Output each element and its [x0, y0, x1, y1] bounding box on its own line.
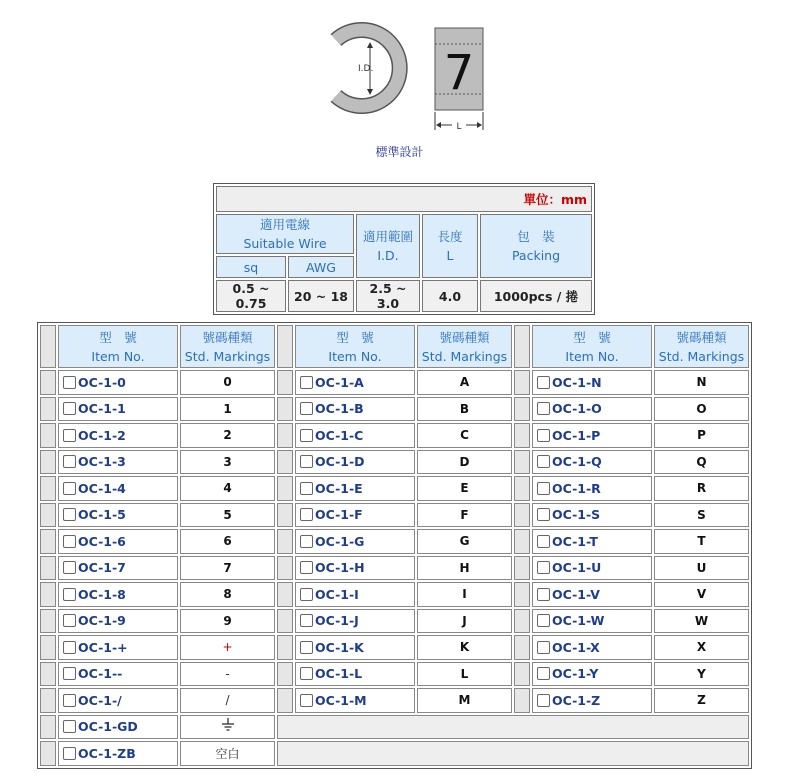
item-code: OC-1-J	[315, 613, 359, 629]
item-code-cell[interactable]	[58, 529, 178, 554]
item-code: OC-1-X	[552, 639, 600, 655]
item-no-header-cn: 型 號	[336, 329, 374, 345]
length-header	[422, 214, 478, 278]
item-checkbox[interactable]	[63, 482, 76, 495]
markings-header	[180, 325, 275, 368]
item-code-cell[interactable]	[295, 582, 415, 607]
row-gap-cell	[277, 503, 293, 528]
item-checkbox[interactable]	[537, 694, 550, 707]
item-code: OC-1-Q	[552, 454, 602, 470]
item-no-header	[532, 325, 652, 368]
row-gap-cell	[514, 582, 530, 607]
item-code-cell[interactable]	[532, 662, 652, 687]
item-code: OC-1-M	[315, 692, 367, 708]
item-row	[40, 635, 749, 660]
item-no-header-cn: 型 號	[573, 329, 611, 345]
awg-header: AWG	[288, 256, 354, 278]
items-body	[40, 325, 749, 766]
item-marking: 空白	[180, 741, 275, 766]
length-value: 4.0	[422, 280, 478, 312]
item-row	[40, 397, 749, 422]
diagram-caption: 標準設計	[375, 145, 424, 159]
marker-digit: 7	[443, 45, 475, 101]
item-no-header-cn: 型 號	[99, 329, 137, 345]
item-code: OC-1-W	[552, 613, 605, 629]
item-row	[40, 529, 749, 554]
item-code-cell[interactable]	[532, 635, 652, 660]
row-gap-cell	[514, 635, 530, 660]
row-gap-cell	[514, 370, 530, 395]
item-marking: 5	[180, 503, 275, 528]
item-code: OC-1-V	[552, 586, 600, 602]
item-code: OC-1-U	[552, 560, 602, 576]
item-code: OC-1-A	[315, 374, 364, 390]
row-gap-cell	[40, 529, 56, 554]
item-code: OC-1-R	[552, 480, 601, 496]
item-marking: P	[654, 423, 749, 448]
item-marking: H	[417, 556, 512, 581]
item-code-cell[interactable]	[532, 556, 652, 581]
item-checkbox[interactable]	[537, 482, 550, 495]
item-checkbox[interactable]	[300, 376, 313, 389]
item-marking: K	[417, 635, 512, 660]
item-marking: M	[417, 688, 512, 713]
item-code: OC-1-8	[78, 586, 126, 602]
item-code-cell[interactable]	[58, 476, 178, 501]
item-row	[40, 662, 749, 687]
item-code-cell[interactable]	[295, 450, 415, 475]
item-marking: 0	[180, 370, 275, 395]
item-code-cell[interactable]	[58, 662, 178, 687]
item-checkbox[interactable]	[63, 667, 76, 680]
row-gap-cell	[40, 450, 56, 475]
wire-header-cn: 適用電線	[259, 217, 310, 232]
item-code: OC-1-E	[315, 480, 363, 496]
item-marking: 6	[180, 529, 275, 554]
item-code: OC-1-G	[315, 533, 365, 549]
item-row	[40, 741, 749, 766]
markings-header-en: Std. Markings	[421, 348, 508, 364]
item-code-cell[interactable]	[532, 450, 652, 475]
item-code: OC-1-P	[552, 427, 601, 443]
item-code-cell[interactable]	[295, 688, 415, 713]
item-checkbox[interactable]	[63, 376, 76, 389]
item-checkbox[interactable]	[63, 508, 76, 521]
item-checkbox[interactable]	[537, 508, 550, 521]
item-code: OC-1-Z	[552, 692, 601, 708]
item-marking: Q	[654, 450, 749, 475]
row-gap-cell	[514, 397, 530, 422]
item-checkbox[interactable]	[63, 641, 76, 654]
item-checkbox[interactable]	[63, 747, 76, 760]
item-code: OC-1-T	[552, 533, 598, 549]
item-checkbox[interactable]	[300, 508, 313, 521]
markings-header-cn: 號碼種類	[202, 329, 253, 345]
row-gap-cell	[40, 476, 56, 501]
item-marking: S	[654, 503, 749, 528]
unit-label: 單位：mm	[216, 186, 592, 212]
row-gap-cell	[514, 609, 530, 634]
item-code-cell[interactable]	[532, 609, 652, 634]
item-marking: X	[654, 635, 749, 660]
item-code: OC-1-F	[315, 507, 363, 523]
item-code-cell[interactable]	[295, 503, 415, 528]
item-code-cell[interactable]	[532, 476, 652, 501]
row-gap-cell	[277, 609, 293, 634]
item-code: OC-1-C	[315, 427, 364, 443]
item-code-cell[interactable]	[58, 397, 178, 422]
item-checkbox[interactable]	[537, 588, 550, 601]
packing-header-en: Packing	[511, 248, 561, 263]
item-checkbox[interactable]	[300, 402, 313, 415]
item-code-cell[interactable]	[295, 609, 415, 634]
row-gap-cell	[40, 503, 56, 528]
item-code-cell[interactable]	[58, 582, 178, 607]
item-marking: 3	[180, 450, 275, 475]
markings-header-en: Std. Markings	[184, 348, 271, 364]
item-marking: 4	[180, 476, 275, 501]
item-row	[40, 715, 749, 740]
item-marking: D	[417, 450, 512, 475]
item-row	[40, 582, 749, 607]
item-checkbox[interactable]	[63, 455, 76, 468]
row-gap-cell	[277, 370, 293, 395]
row-gap-cell	[40, 423, 56, 448]
item-checkbox[interactable]	[63, 429, 76, 442]
row-gap-cell	[514, 662, 530, 687]
item-code-cell[interactable]	[532, 582, 652, 607]
item-checkbox[interactable]	[300, 641, 313, 654]
wire-header	[216, 214, 354, 254]
item-code-cell[interactable]	[532, 688, 652, 713]
item-code-cell[interactable]	[532, 423, 652, 448]
row-gap-cell	[277, 662, 293, 687]
item-no-header	[58, 325, 178, 368]
row-gap-cell	[514, 529, 530, 554]
item-checkbox[interactable]	[537, 641, 550, 654]
item-code: OC-1-ZB	[78, 745, 136, 761]
spec-table	[213, 183, 595, 315]
item-marking: L	[417, 662, 512, 687]
wire-header-en: Suitable Wire	[243, 236, 327, 251]
header-gap-cell	[277, 325, 293, 368]
items-table	[37, 322, 752, 769]
item-marking: 2	[180, 423, 275, 448]
item-code: OC-1-0	[78, 374, 126, 390]
row-gap-cell	[40, 582, 56, 607]
items-header-row	[40, 325, 749, 368]
markings-header-cn: 號碼種類	[439, 329, 490, 345]
item-code: OC-1-6	[78, 533, 126, 549]
item-checkbox[interactable]	[537, 614, 550, 627]
row-gap-cell	[514, 688, 530, 713]
item-checkbox[interactable]	[537, 455, 550, 468]
item-row	[40, 370, 749, 395]
item-code-cell[interactable]	[532, 529, 652, 554]
item-checkbox[interactable]	[300, 429, 313, 442]
item-row	[40, 503, 749, 528]
packing-header-cn: 包 裝	[517, 229, 555, 244]
row-gap-cell	[277, 688, 293, 713]
item-code-cell[interactable]	[295, 397, 415, 422]
item-code-cell[interactable]	[58, 370, 178, 395]
item-checkbox[interactable]	[300, 588, 313, 601]
item-checkbox[interactable]	[300, 694, 313, 707]
item-checkbox[interactable]	[537, 561, 550, 574]
awg-value: 20 ~ 18	[288, 280, 354, 312]
item-marking: G	[417, 529, 512, 554]
row-gap-cell	[277, 476, 293, 501]
item-row	[40, 688, 749, 713]
item-code-cell[interactable]	[532, 370, 652, 395]
ground-marking	[180, 715, 275, 740]
item-no-header	[295, 325, 415, 368]
row-gap-cell	[40, 715, 56, 740]
item-code: OC-1-N	[552, 374, 602, 390]
item-code-cell[interactable]	[58, 715, 178, 740]
item-code: OC-1-1	[78, 401, 126, 417]
empty-cell	[277, 741, 749, 766]
item-checkbox[interactable]	[537, 429, 550, 442]
item-code: OC-1-5	[78, 507, 126, 523]
item-marking: 8	[180, 582, 275, 607]
item-marking: +	[180, 635, 275, 660]
header-gap-cell	[514, 325, 530, 368]
markings-header	[417, 325, 512, 368]
item-checkbox[interactable]	[63, 561, 76, 574]
item-code: OC-1-2	[78, 427, 126, 443]
item-code-cell[interactable]	[532, 503, 652, 528]
item-marking: 1	[180, 397, 275, 422]
row-gap-cell	[514, 423, 530, 448]
markings-header-cn: 號碼種類	[676, 329, 727, 345]
item-marking: W	[654, 609, 749, 634]
range-header-cn: 適用範圍	[362, 229, 413, 244]
item-marking: C	[417, 423, 512, 448]
row-gap-cell	[514, 503, 530, 528]
item-code-cell[interactable]	[532, 397, 652, 422]
length-header-cn: 長度	[437, 229, 463, 244]
item-marking: V	[654, 582, 749, 607]
item-code-cell[interactable]	[295, 556, 415, 581]
range-header	[356, 214, 420, 278]
id-label: I.D.	[358, 64, 374, 74]
packing-value: 1000pcs / 捲	[480, 280, 592, 312]
row-gap-cell	[277, 423, 293, 448]
row-gap-cell	[277, 397, 293, 422]
item-code: OC-1-/	[78, 692, 122, 708]
item-marking: F	[417, 503, 512, 528]
markings-header-en: Std. Markings	[658, 348, 745, 364]
item-marking: /	[180, 688, 275, 713]
item-code-cell[interactable]	[58, 688, 178, 713]
ground-icon	[220, 717, 236, 733]
item-checkbox[interactable]	[300, 614, 313, 627]
item-checkbox[interactable]	[300, 535, 313, 548]
header-gap-cell	[40, 325, 56, 368]
item-code: OC-1--	[78, 666, 123, 682]
row-gap-cell	[514, 476, 530, 501]
row-gap-cell	[40, 635, 56, 660]
item-checkbox[interactable]	[537, 535, 550, 548]
item-code: OC-1-+	[78, 639, 128, 655]
row-gap-cell	[277, 450, 293, 475]
item-marking: J	[417, 609, 512, 634]
row-gap-cell	[40, 741, 56, 766]
item-code: OC-1-O	[552, 401, 602, 417]
item-checkbox[interactable]	[300, 482, 313, 495]
item-checkbox[interactable]	[63, 694, 76, 707]
item-code: OC-1-3	[78, 454, 126, 470]
item-checkbox[interactable]	[537, 376, 550, 389]
item-code-cell[interactable]	[58, 635, 178, 660]
item-code: OC-1-I	[315, 586, 359, 602]
item-checkbox[interactable]	[300, 561, 313, 574]
item-code-cell[interactable]	[295, 476, 415, 501]
item-code-cell[interactable]	[295, 423, 415, 448]
item-code: OC-1-9	[78, 613, 126, 629]
item-checkbox[interactable]	[63, 720, 76, 733]
item-marking: 9	[180, 609, 275, 634]
item-no-header-en: Item No.	[565, 348, 619, 364]
item-row	[40, 609, 749, 634]
length-label: L	[456, 122, 462, 132]
item-row	[40, 476, 749, 501]
item-marking: I	[417, 582, 512, 607]
item-checkbox[interactable]	[63, 402, 76, 415]
item-marking: -	[180, 662, 275, 687]
row-gap-cell	[277, 582, 293, 607]
item-code-cell[interactable]	[295, 662, 415, 687]
item-marking: N	[654, 370, 749, 395]
item-marking: B	[417, 397, 512, 422]
item-checkbox[interactable]	[63, 535, 76, 548]
row-gap-cell	[40, 662, 56, 687]
sq-value: 0.5 ~ 0.75	[216, 280, 286, 312]
row-gap-cell	[40, 609, 56, 634]
item-code: OC-1-7	[78, 560, 126, 576]
item-marking: T	[654, 529, 749, 554]
row-gap-cell	[277, 635, 293, 660]
item-code: OC-1-S	[552, 507, 601, 523]
row-gap-cell	[40, 688, 56, 713]
item-marking: U	[654, 556, 749, 581]
item-code: OC-1-B	[315, 401, 364, 417]
row-gap-cell	[40, 370, 56, 395]
markings-header	[654, 325, 749, 368]
item-marking: Z	[654, 688, 749, 713]
item-no-header-en: Item No.	[91, 348, 145, 364]
empty-cell	[277, 715, 749, 740]
packing-header	[480, 214, 592, 278]
item-code: OC-1-Y	[552, 666, 599, 682]
item-checkbox[interactable]	[537, 402, 550, 415]
item-code-cell[interactable]	[58, 450, 178, 475]
item-row	[40, 556, 749, 581]
item-marking: E	[417, 476, 512, 501]
item-code-cell[interactable]	[295, 370, 415, 395]
row-gap-cell	[40, 556, 56, 581]
item-code: OC-1-L	[315, 666, 363, 682]
row-gap-cell	[514, 450, 530, 475]
item-checkbox[interactable]	[300, 667, 313, 680]
item-code: OC-1-GD	[78, 719, 138, 735]
item-row	[40, 423, 749, 448]
item-code-cell[interactable]	[295, 529, 415, 554]
length-header-en: L	[446, 248, 454, 263]
row-gap-cell	[277, 556, 293, 581]
row-gap-cell	[514, 556, 530, 581]
row-gap-cell	[40, 397, 56, 422]
item-code: OC-1-K	[315, 639, 364, 655]
item-code: OC-1-D	[315, 454, 365, 470]
item-code: OC-1-H	[315, 560, 365, 576]
item-marking: O	[654, 397, 749, 422]
sq-header: sq	[216, 256, 286, 278]
item-code-cell[interactable]	[58, 423, 178, 448]
item-code-cell[interactable]	[58, 556, 178, 581]
item-checkbox[interactable]	[63, 588, 76, 601]
item-row	[40, 450, 749, 475]
item-code-cell[interactable]	[58, 609, 178, 634]
row-gap-cell	[277, 529, 293, 554]
item-checkbox[interactable]	[300, 455, 313, 468]
item-marking: Y	[654, 662, 749, 687]
item-marking: R	[654, 476, 749, 501]
item-no-header-en: Item No.	[328, 348, 382, 364]
item-code-cell[interactable]	[58, 503, 178, 528]
item-marking: A	[417, 370, 512, 395]
item-code-cell[interactable]	[295, 635, 415, 660]
item-checkbox[interactable]	[63, 614, 76, 627]
id-value: 2.5 ~ 3.0	[356, 280, 420, 312]
item-code-cell[interactable]	[58, 741, 178, 766]
item-code: OC-1-4	[78, 480, 126, 496]
item-marking: 7	[180, 556, 275, 581]
item-checkbox[interactable]	[537, 667, 550, 680]
range-header-en: I.D.	[377, 248, 399, 263]
